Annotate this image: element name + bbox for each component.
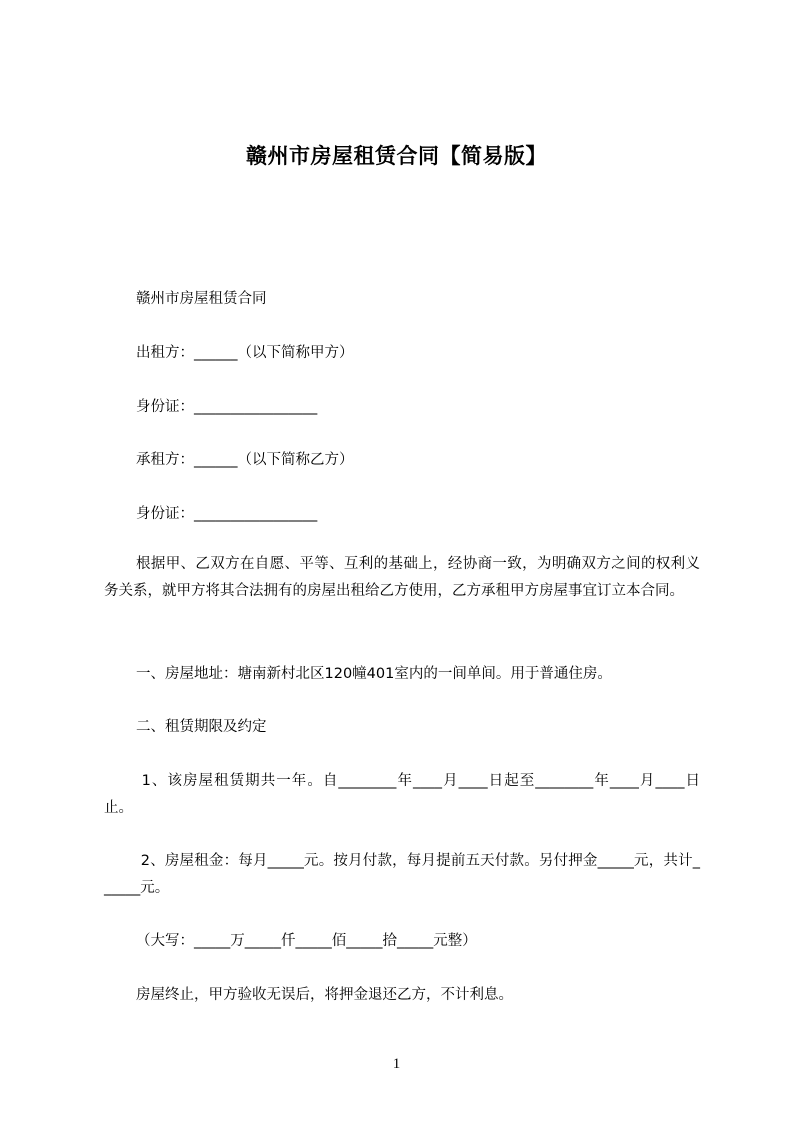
- document-title: 赣州市房屋租赁合同【简易版】: [246, 144, 547, 168]
- amount-in-words-line: （大写：_____万_____仟_____佰_____拾_____元整）: [136, 933, 477, 949]
- deposit-refund-line: 房屋终止，甲方验收无误后，将押金退还乙方，不计利息。: [136, 987, 513, 1003]
- page-number: 1: [392, 1056, 401, 1072]
- section-house-address: 一、房屋地址：塘南新村北区120幢401室内的一间单间。用于普通住房。: [136, 666, 612, 682]
- section-lease-term-heading: 二、租赁期限及约定: [136, 719, 267, 735]
- contract-heading: 赣州市房屋租赁合同: [136, 291, 267, 307]
- clause-lease-period: 1、该房屋租赁期共一年。自________年____月____日起至________年____月____日止。: [104, 773, 700, 816]
- clause-rent: 2、房屋租金：每月_____元。按月付款，每月提前五天付款。另付押金_____元，共计______元。: [104, 853, 700, 896]
- preamble-paragraph: 根据甲、乙双方在自愿、平等、互利的基础上，经协商一致，为明确双方之间的权利义务关系，就甲方将其合法拥有的房屋出租给乙方使用，乙方承租甲方房屋事宜订立本合同。: [104, 556, 700, 599]
- lessor-line: 出租方：______（以下简称甲方）: [136, 345, 354, 361]
- lessee-id-line: 身份证：_________________: [136, 506, 318, 522]
- lessee-line: 承租方：______（以下简称乙方）: [136, 452, 354, 468]
- lessor-id-line: 身份证：_________________: [136, 399, 318, 415]
